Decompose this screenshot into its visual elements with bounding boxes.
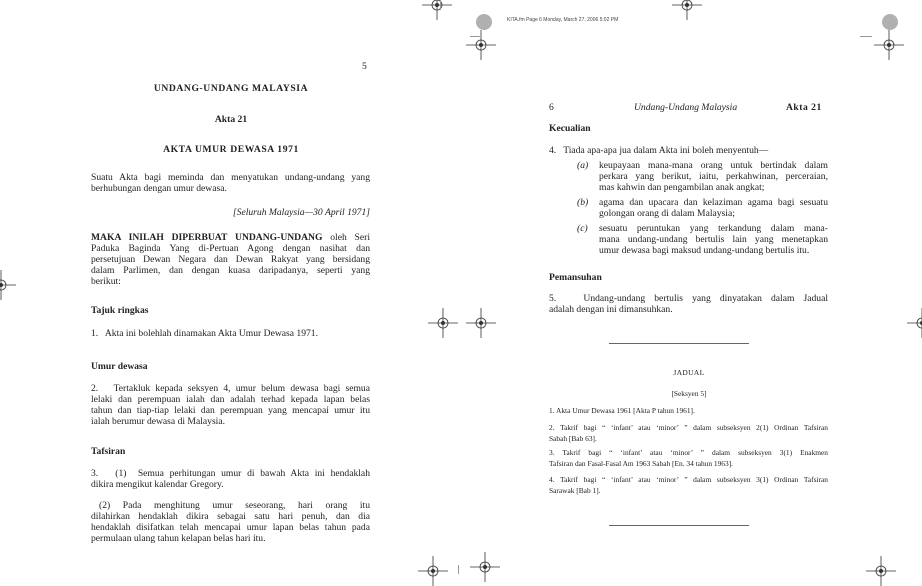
schedule-entry	[549, 422, 828, 444]
section-heading: Kecualian	[549, 123, 591, 134]
section-line: dilahirkan hendaklah dikira sebagai satu hari penuh, dan dia	[91, 511, 370, 522]
exception-line: golongan orang di dalam Malaysia;	[599, 208, 735, 219]
registration-mark-icon	[466, 308, 496, 338]
registration-mark-icon	[428, 308, 458, 338]
act-heading: UNDANG-UNDANG MALAYSIA	[153, 83, 309, 94]
section-heading: Umur dewasa	[91, 361, 148, 372]
section-line: 2. Tertakluk kepada seksyen 4, umur belum dewasa bagi semua	[91, 383, 370, 394]
section-line: tahun dan tiap-tiap lelaki dan perempuan yang mencapai umur itu	[91, 405, 370, 416]
print-stamp: KITA.fm Page 6 Monday, March 27, 2006 5:02 PM	[507, 17, 619, 23]
act-number: Akta 21	[214, 114, 248, 125]
schedule-entry	[549, 447, 828, 469]
schedule-line: 1. Akta Umur Dewasa 1961 [Akta P tahun 1961].	[549, 406, 695, 415]
schedule-entry	[549, 474, 828, 496]
crop-mark	[458, 565, 459, 574]
schedule-line: 4. Takrif bagi “ ‘infant’ atau ‘minor’ ” dalam subseksyen 3(1) Ordinan Tafsiran	[549, 475, 828, 484]
enacting-line: persetujuan Dewan Negara dan Dewan Rakyat yang bersidang	[91, 254, 370, 265]
section-line: permulaan ulang tahun kelapan belas hari itu.	[91, 533, 266, 544]
color-bar-dot-icon	[882, 14, 898, 30]
registration-mark-icon	[0, 270, 16, 300]
crop-mark	[440, 0, 441, 10]
schedule-line: 2. Takrif bagi “ ‘infant’ atau ‘minor’ ” dalam subseksyen 2(1) Ordinan Tafsiran	[549, 423, 828, 432]
exception-line: mas kahwin dan pengambilan anak angkat;	[599, 182, 765, 193]
registration-mark-icon	[866, 556, 896, 586]
exception-text	[599, 223, 828, 256]
registration-mark-icon	[874, 30, 904, 60]
exception-line: keupayaan mana-mana orang untuk bertindak dalam	[599, 160, 828, 171]
schedule-line: Sabah [Bab 63].	[549, 434, 597, 443]
section-5	[549, 293, 828, 315]
crop-mark	[860, 36, 872, 37]
schedule-title: JADUAL	[673, 368, 705, 377]
schedule-reference: [Seksyen 5]	[671, 389, 707, 398]
exception-marker: (b)	[577, 197, 589, 208]
schedule-line: Tafsiran dan Fasal-Fasal Am 1963 Sabah [En. 34 tahun 1963].	[549, 459, 734, 468]
color-bar-dot-icon	[476, 14, 492, 30]
preamble	[91, 172, 370, 194]
section-line: 5. Undang-undang bertulis yang dinyatakan dalam Jadual	[549, 293, 828, 304]
registration-mark-icon	[470, 552, 500, 582]
section-line: dikira mengikut kalendar Gregory.	[91, 479, 224, 490]
enacting-rest: oleh Seri	[322, 232, 370, 243]
section-3	[91, 468, 370, 490]
section-3-subsection-2	[91, 500, 370, 544]
running-title: Undang-Undang Malaysia	[634, 102, 738, 113]
schedule-entry	[549, 405, 828, 416]
schedule-line: 3. Takrif bagi “ ‘infant’ atau ‘minor’ ” dalam subseksyen 3(1) Enakmen	[549, 448, 828, 457]
enacting-clause	[91, 232, 370, 287]
section-2	[91, 383, 370, 427]
enacting-line: berikut:	[91, 276, 121, 287]
exception-marker: (c)	[577, 223, 588, 234]
exception-line: agama dan upacara dan kelaziman agama bagi sesuatu	[599, 197, 828, 208]
exceptions-list	[549, 160, 829, 260]
section-line: 3. (1) Semua perhitungan umur di bawah Akta ini hendaklah	[91, 468, 370, 479]
schedule-line: Sarawak [Bab 1].	[549, 486, 601, 495]
registration-mark-icon	[672, 0, 702, 20]
running-act-label: Akta 21	[786, 102, 822, 113]
section-1: 1. Akta ini bolehlah dinamakan Akta Umur Dewasa 1971.	[91, 328, 319, 339]
registration-mark-icon	[422, 0, 452, 20]
enacting-line	[91, 232, 370, 243]
registration-mark-icon	[418, 556, 448, 586]
divider	[609, 525, 749, 526]
section-line: (2) Pada menghitung umur seseorang, hari orang itu	[99, 500, 370, 511]
section-line: adalah dengan ini dimansuhkan.	[549, 304, 673, 315]
registration-mark-icon	[907, 308, 922, 338]
section-line: lelaki dan perempuan ialah dan adalah terhad kepada lapan belas	[91, 394, 370, 405]
exception-line: sesuatu peruntukan yang terkandung dalam mana-	[599, 223, 828, 234]
preamble-line: berhubungan dengan umur dewasa.	[91, 183, 227, 194]
exception-marker: (a)	[577, 160, 589, 171]
enacting-line: dalam Parlimen, dan dengan kuasa daripadanya, seperti yang	[91, 265, 370, 276]
page-number: 6	[549, 102, 554, 113]
page-number: 5	[362, 61, 367, 72]
exception-line: perkara yang berikut, iaitu, perkahwinan, perceraian,	[599, 171, 828, 182]
section-4: 4. Tiada apa-apa jua dalam Akta ini boleh menyentuh—	[549, 145, 769, 156]
enacting-line: Paduka Baginda Yang di-Pertuan Agong dengan nasihat dan	[91, 243, 370, 254]
section-heading: Pemansuhan	[549, 272, 602, 283]
section-line: ialah berumur dewasa di Malaysia.	[91, 416, 225, 427]
schedule-list	[549, 405, 829, 505]
commencement: [Seluruh Malaysia—30 April 1971]	[232, 207, 370, 218]
enacting-lead: MAKA INILAH DIPERBUAT UNDANG-UNDANG	[91, 232, 323, 243]
crop-mark	[470, 36, 480, 37]
section-heading: Tajuk ringkas	[91, 305, 149, 316]
exception-text	[599, 160, 828, 193]
act-title: AKTA UMUR DEWASA 1971	[163, 144, 299, 155]
section-heading: Tafsiran	[91, 446, 126, 457]
exception-line: mana undang-undang bertulis lain yang menetapkan	[599, 234, 828, 245]
section-line: hendaklah disifatkan telah mencapai umur lapan belas tahun pada	[91, 522, 370, 533]
exception-text	[599, 197, 828, 219]
preamble-line: Suatu Akta bagi meminda dan menyatukan undang-undang yang	[91, 172, 370, 183]
divider	[609, 343, 749, 344]
exception-line: umur dewasa bagi maksud undang-undang bertulis itu.	[599, 245, 810, 256]
registration-mark-icon	[466, 30, 496, 60]
